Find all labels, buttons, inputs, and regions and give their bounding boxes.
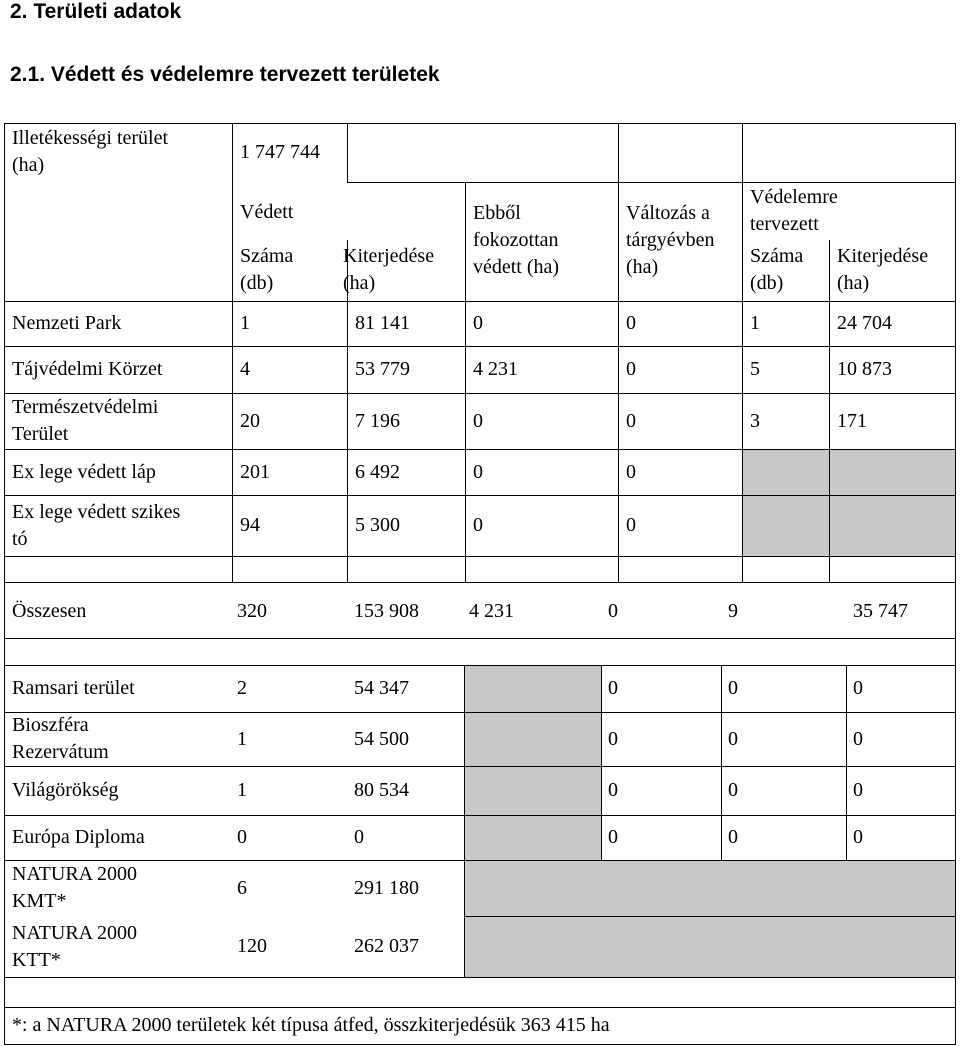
row-change: 0 — [626, 461, 636, 483]
table-gridline — [618, 301, 619, 583]
intl-row-value: 0 — [608, 728, 618, 750]
intl-row-value: 0 — [608, 826, 618, 848]
shaded-cell — [465, 861, 955, 977]
intl-row-count: 0 — [237, 826, 247, 848]
table-gridline — [4, 556, 956, 557]
row-extent: 7 196 — [355, 410, 400, 432]
planned-count-header: Száma — [750, 245, 804, 267]
extent-header: Kiterjedése — [343, 245, 435, 267]
table-gridline — [4, 449, 956, 450]
row-change: 0 — [626, 514, 636, 536]
intl-row-value: 0 — [728, 728, 738, 750]
total-change: 0 — [608, 600, 618, 622]
table-gridline — [347, 182, 956, 183]
count-header: Száma — [240, 245, 294, 267]
row-planned-extent: 24 704 — [837, 312, 892, 334]
row-highly-protected: 0 — [473, 461, 483, 483]
table-gridline — [4, 712, 956, 713]
intl-row-value: 0 — [608, 779, 618, 801]
table-border — [4, 1044, 956, 1045]
row-planned-extent: 171 — [837, 410, 867, 432]
jurisdiction-label: (ha) — [12, 154, 45, 176]
row-extent: 5 300 — [355, 514, 400, 536]
table-gridline — [347, 638, 348, 639]
total-planned-count: 9 — [728, 600, 738, 622]
row-planned-count: 3 — [750, 410, 760, 432]
row-name: Ex lege védett szikes — [12, 501, 181, 523]
table-gridline — [4, 638, 956, 639]
highly-protected-header: fokozottan — [473, 229, 559, 251]
intl-row-count: 6 — [237, 877, 247, 899]
intl-row-name: Ramsari terület — [12, 677, 135, 699]
table-gridline — [4, 815, 956, 816]
intl-row-name: Világörökség — [12, 779, 119, 801]
table-gridline — [465, 301, 466, 583]
shaded-cell — [830, 496, 955, 556]
shaded-cell — [465, 666, 601, 712]
planned-extent-header: Kiterjedése — [837, 245, 929, 267]
total-label: Összesen — [12, 600, 87, 622]
intl-row-value: 0 — [853, 728, 863, 750]
table-gridline — [721, 638, 722, 639]
intl-row-name: NATURA 2000 — [12, 863, 138, 885]
planned-header: tervezett — [750, 213, 819, 235]
intl-row-value: 0 — [853, 677, 863, 699]
count-header: (db) — [240, 272, 274, 294]
total-count: 320 — [237, 600, 267, 622]
row-count: 20 — [240, 410, 260, 432]
row-count: 94 — [240, 514, 260, 536]
row-highly-protected: 4 231 — [473, 358, 518, 380]
change-header: tárgyévben — [626, 229, 715, 251]
planned-count-header: (db) — [750, 272, 784, 294]
shaded-cell — [743, 496, 829, 556]
row-highly-protected: 0 — [473, 410, 483, 432]
change-header: Változás a — [626, 202, 710, 224]
row-change: 0 — [626, 312, 636, 334]
planned-extent-header: (ha) — [837, 272, 870, 294]
row-highly-protected: 0 — [473, 514, 483, 536]
row-count: 201 — [240, 461, 270, 483]
row-extent: 53 779 — [355, 358, 410, 380]
table-gridline — [465, 638, 466, 639]
intl-row-extent: 80 534 — [354, 779, 409, 801]
table-gridline — [4, 665, 956, 666]
row-name: Természetvédelmi — [12, 396, 159, 418]
row-count: 1 — [240, 312, 250, 334]
table-gridline — [465, 182, 466, 302]
intl-row-extent: 0 — [354, 826, 364, 848]
intl-row-value: 0 — [608, 677, 618, 699]
intl-row-extent: 291 180 — [354, 877, 419, 899]
shaded-cell — [465, 713, 601, 766]
table-gridline — [347, 301, 348, 583]
row-name: Terület — [12, 423, 69, 445]
shaded-cell — [465, 767, 601, 815]
intl-row-value: 0 — [728, 779, 738, 801]
intl-row-count: 120 — [237, 935, 267, 957]
table-gridline — [464, 916, 956, 917]
row-change: 0 — [626, 410, 636, 432]
table-gridline — [742, 123, 743, 302]
row-change: 0 — [626, 358, 636, 380]
intl-row-value: 0 — [853, 826, 863, 848]
table-gridline — [4, 346, 956, 347]
intl-row-value: 0 — [853, 779, 863, 801]
intl-row-name: Rezervátum — [12, 741, 109, 763]
table-gridline — [464, 665, 465, 978]
table-gridline — [742, 301, 743, 583]
total-planned-extent: 35 747 — [853, 600, 908, 622]
shaded-cell — [465, 816, 601, 860]
planned-header: Védelemre — [750, 186, 838, 208]
table-gridline — [4, 977, 956, 978]
table-gridline — [4, 582, 956, 583]
row-planned-extent: 10 873 — [837, 358, 892, 380]
shaded-cell — [743, 450, 829, 495]
jurisdiction-label: Illetékességi terület — [12, 127, 169, 149]
intl-row-count: 2 — [237, 677, 247, 699]
table-gridline — [4, 301, 956, 302]
intl-row-extent: 54 500 — [354, 728, 409, 750]
intl-row-name: Európa Diploma — [12, 826, 145, 848]
footnote: *: a NATURA 2000 területek két típusa átfed, összkiterjedésük 363 415 ha — [12, 1014, 610, 1036]
intl-row-value: 0 — [728, 826, 738, 848]
table-gridline — [4, 766, 956, 767]
intl-row-name: KMT* — [12, 890, 67, 912]
row-planned-count: 1 — [750, 312, 760, 334]
intl-row-extent: 262 037 — [354, 935, 419, 957]
row-extent: 81 141 — [355, 312, 410, 334]
table-border — [4, 123, 5, 1045]
table-gridline — [846, 665, 847, 861]
intl-row-count: 1 — [237, 728, 247, 750]
table-gridline — [4, 495, 956, 496]
subsection-heading: 2.1. Védett és védelemre tervezett területek — [10, 63, 440, 86]
extent-header: (ha) — [343, 272, 376, 294]
row-count: 4 — [240, 358, 250, 380]
table-border — [4, 123, 956, 124]
intl-row-name: KTT* — [12, 949, 61, 971]
intl-row-name: NATURA 2000 — [12, 922, 138, 944]
row-name: Ex lege védett láp — [12, 461, 156, 483]
intl-row-extent: 54 347 — [354, 677, 409, 699]
table-gridline — [601, 638, 602, 639]
row-planned-count: 5 — [750, 358, 760, 380]
row-extent: 6 492 — [355, 461, 400, 483]
section-heading: 2. Területi adatok — [10, 0, 182, 23]
table-gridline — [232, 123, 233, 302]
shaded-cell — [830, 450, 955, 495]
total-highly-protected: 4 231 — [469, 600, 514, 622]
highly-protected-header: Ebből — [473, 202, 521, 224]
intl-row-value: 0 — [728, 677, 738, 699]
table-gridline — [721, 665, 722, 861]
table-gridline — [232, 638, 233, 639]
table-gridline — [829, 301, 830, 583]
table-gridline — [618, 123, 619, 302]
row-name: Tájvédelmi Körzet — [12, 358, 163, 380]
change-header: (ha) — [626, 256, 659, 278]
row-name: Nemzeti Park — [12, 312, 122, 334]
row-highly-protected: 0 — [473, 312, 483, 334]
table-gridline — [347, 123, 348, 183]
jurisdiction-value: 1 747 744 — [240, 141, 320, 163]
intl-row-count: 1 — [237, 779, 247, 801]
intl-row-name: Bioszféra — [12, 714, 89, 736]
table-gridline — [829, 240, 830, 302]
row-name: tó — [12, 528, 28, 550]
table-gridline — [846, 638, 847, 639]
table-gridline — [4, 1007, 956, 1008]
highly-protected-header: védett (ha) — [473, 256, 560, 278]
table-border — [955, 123, 956, 1045]
protected-header: Védett — [240, 201, 294, 223]
table-gridline — [601, 665, 602, 861]
table-gridline — [4, 860, 956, 861]
table-gridline — [232, 301, 233, 583]
total-extent: 153 908 — [354, 600, 419, 622]
